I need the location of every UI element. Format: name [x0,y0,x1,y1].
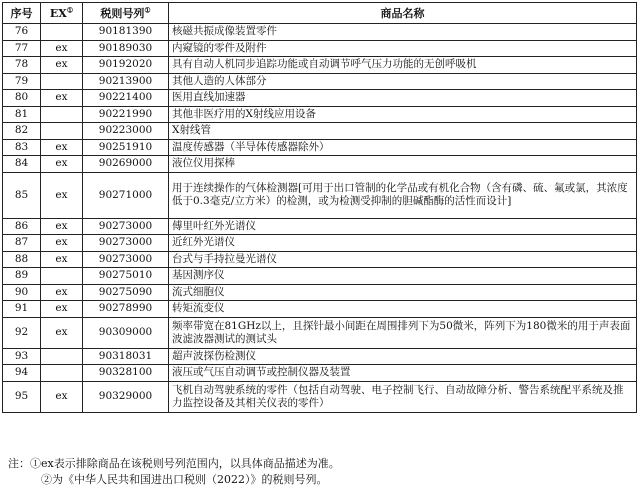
table-row [3,156,637,173]
cell-ex: ex [41,218,83,235]
header-code-footnote-mark: ① [144,4,151,14]
cell-code: 90181390 [83,24,169,41]
header-name: 商品名称 [169,3,637,24]
cell-name: 液位仪用探棒 [169,156,637,173]
cell-code: 90273000 [83,218,169,235]
table-row [3,73,637,90]
footnote-2: ②为《中华人民共和国进出口税则（2022）》的税则号列。 [41,473,328,486]
cell-ex: ex [41,235,83,252]
table-row [3,218,637,235]
cell-name: 内窥镜的零件及附件 [169,40,637,57]
cell-ex [41,365,83,382]
cell-ex [41,268,83,285]
table-body [3,24,637,413]
cell-code: 90278990 [83,301,169,318]
cell-code: 90192020 [83,57,169,74]
cell-code: 90269000 [83,156,169,173]
cell-name: 核磁共振成像装置零件 [169,24,637,41]
cell-name: 近红外光谱仪 [169,235,637,252]
cell-code: 90318031 [83,348,169,365]
cell-ex: ex [41,317,83,348]
table-row [3,317,637,348]
table-row [3,139,637,156]
cell-seq: 77 [3,40,41,57]
cell-name: 医用直线加速器 [169,90,637,107]
cell-name: 超声波探伤检测仪 [169,348,637,365]
cell-ex: ex [41,381,83,412]
cell-name: 温度传感器（半导体传感器除外） [169,139,637,156]
cell-name: 基因测序仪 [169,268,637,285]
header-code [83,3,169,24]
table-row [3,284,637,301]
cell-seq: 88 [3,251,41,268]
cell-code: 90329000 [83,381,169,412]
table-row [3,365,637,382]
cell-code: 90251910 [83,139,169,156]
cell-name: 具有自动人机同步追踪功能或自动调节呼气压力功能的无创呼吸机 [169,57,637,74]
cell-seq: 78 [3,57,41,74]
header-ex-label: EX [49,6,67,20]
cell-code: 90221400 [83,90,169,107]
cell-ex: ex [41,57,83,74]
cell-name: 飞机自动驾驶系统的零件（包括自动驾驶、电子控制飞行、自动故障分析、警告系统配平系统及推力监控设备及其相关仪表的零件） [169,381,637,412]
cell-seq: 79 [3,73,41,90]
header-ex-footnote-mark: ① [66,4,74,14]
cell-name: X射线管 [169,123,637,140]
cell-code: 90213900 [83,73,169,90]
cell-seq: 89 [3,268,41,285]
cell-ex: ex [41,40,83,57]
tariff-table [2,2,637,413]
table-row [3,268,637,285]
cell-seq: 93 [3,348,41,365]
table-row [3,348,637,365]
cell-seq: 84 [3,156,41,173]
cell-ex: ex [41,284,83,301]
header-ex [41,3,83,24]
cell-name: 用于连续操作的气体检测器[可用于出口管制的化学品或有机化合物（含有磷、硫、氟或氯，其浓度低于0.3毫克/立方米）的检测，或为检测受抑制的胆碱酯酶的活性而设计] [169,172,637,218]
table-row [3,123,637,140]
cell-code: 90309000 [83,317,169,348]
table-row [3,106,637,123]
table-row [3,40,637,57]
cell-ex: ex [41,301,83,318]
cell-code: 90328100 [83,365,169,382]
cell-seq: 87 [3,235,41,252]
cell-ex [41,106,83,123]
cell-seq: 81 [3,106,41,123]
cell-seq: 85 [3,172,41,218]
table-row [3,90,637,107]
cell-seq: 83 [3,139,41,156]
cell-code: 90189030 [83,40,169,57]
cell-name: 其他非医疗用的X射线应用设备 [169,106,637,123]
cell-seq: 94 [3,365,41,382]
cell-seq: 86 [3,218,41,235]
table-row [3,57,637,74]
table-row [3,235,637,252]
cell-name: 频率带宽在81GHz以上，且探针最小间距在周围排列下为50微米，阵列下为180微米的用于声表面波滤波器测试的测试头 [169,317,637,348]
cell-code: 90275010 [83,268,169,285]
header-seq: 序号 [3,3,41,24]
cell-ex [41,123,83,140]
cell-name: 转矩流变仪 [169,301,637,318]
cell-ex [41,73,83,90]
table-row [3,301,637,318]
cell-code: 90271000 [83,172,169,218]
cell-seq: 95 [3,381,41,412]
cell-ex: ex [41,156,83,173]
cell-name: 傅里叶红外光谱仪 [169,218,637,235]
cell-code: 90223000 [83,123,169,140]
cell-ex: ex [41,90,83,107]
footnote-1: 注：①ex表示排除商品在该税则号列范围内，以具体商品描述为准。 [8,457,340,470]
cell-seq: 80 [3,90,41,107]
cell-seq: 91 [3,301,41,318]
cell-name: 流式细胞仪 [169,284,637,301]
cell-name: 其他人造的人体部分 [169,73,637,90]
cell-name: 液压或气压自动调节或控制仪器及装置 [169,365,637,382]
cell-ex: ex [41,172,83,218]
cell-code: 90273000 [83,251,169,268]
table-header-row [3,3,637,24]
cell-code: 90221990 [83,106,169,123]
cell-seq: 82 [3,123,41,140]
cell-ex: ex [41,139,83,156]
cell-ex [41,24,83,41]
cell-seq: 90 [3,284,41,301]
header-code-label: 税则号列 [100,6,145,20]
cell-name: 台式与手持拉曼光谱仪 [169,251,637,268]
cell-code: 90275090 [83,284,169,301]
cell-seq: 92 [3,317,41,348]
table-row [3,172,637,218]
table-row [3,381,637,412]
table-row [3,251,637,268]
cell-ex [41,348,83,365]
cell-ex: ex [41,251,83,268]
footnotes [8,456,340,488]
cell-code: 90273000 [83,235,169,252]
table-row [3,24,637,41]
cell-seq: 76 [3,24,41,41]
